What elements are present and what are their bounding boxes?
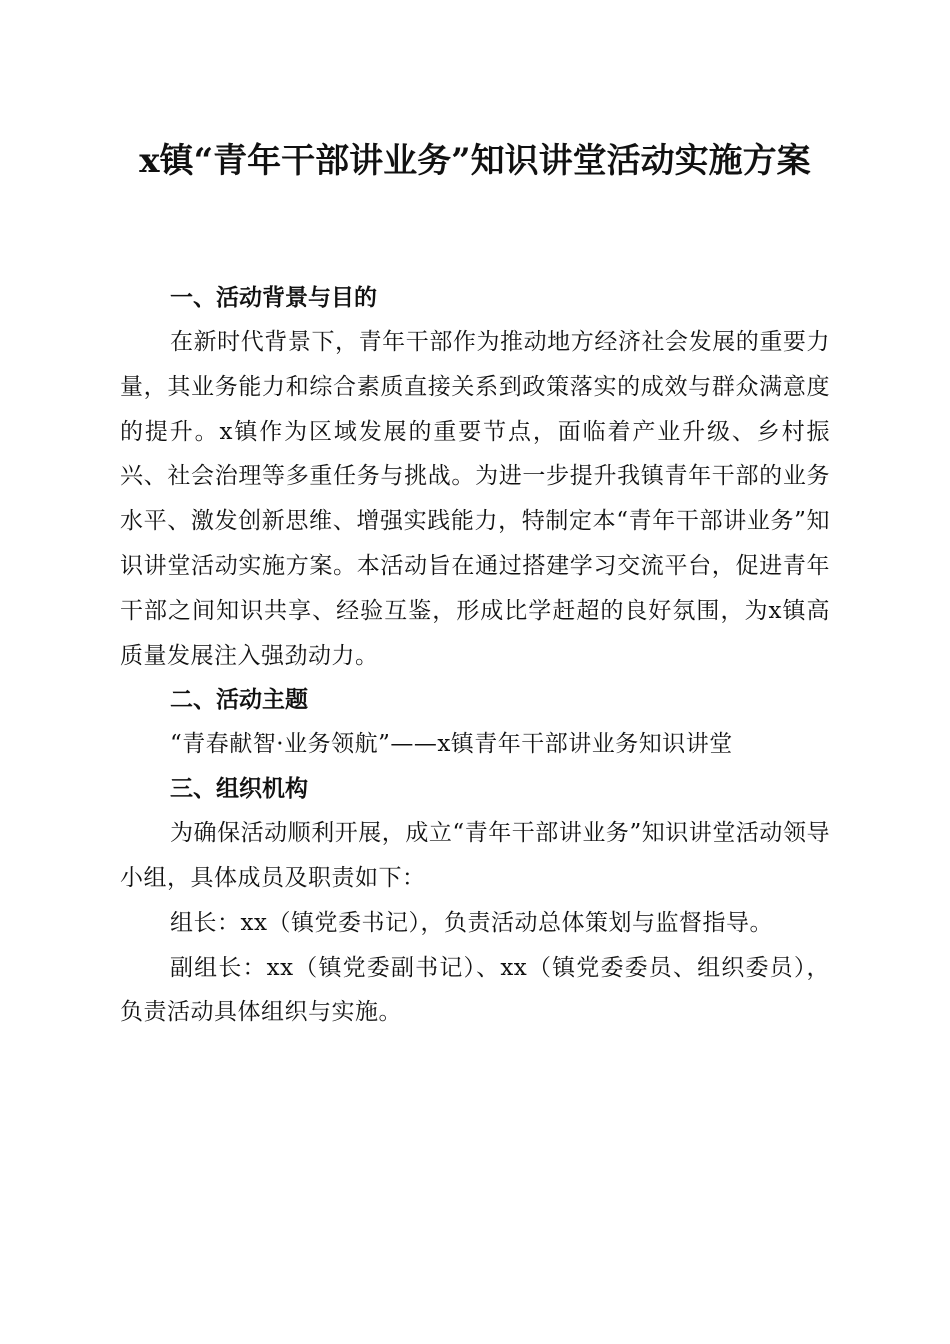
paragraph-organization-deputy: 副组长：xx（镇党委副书记）、xx（镇党委委员、组织委员），负责活动具体组织与实施。 [120, 954, 830, 1026]
paragraph-theme: “青春献智·业务领航”——x镇青年干部讲业务知识讲堂 [170, 731, 733, 758]
paragraph-background: 在新时代背景下，青年干部作为推动地方经济社会发展的重要力量，其业务能力和综合素质直接关系到政策落实的成效与群众满意度的提升。x镇作为区域发展的重要节点，面临着产业升级、乡村振兴、社会治理等多重任务与挑战。为进一步提升我镇青年干部的业务水平、激发创新思维、增强实践能力，特制定本“青年干部讲业务”知识讲堂活动实施方案。本活动旨在通过搭建学习交流平台，促进青年干部之间知识共享、经验互鉴，形成比学赶超的良好氛围，为x镇高质量发展注入强劲动力。 [120, 329, 830, 669]
paragraph-organization-leader: 组长：xx（镇党委书记），负责活动总体策划与监督指导。 [170, 909, 773, 936]
document-title: x镇“青年干部讲业务”知识讲堂活动实施方案 [139, 141, 811, 181]
section-heading-organization: 三、组织机构 [170, 776, 308, 803]
paragraph-organization-intro: 为确保活动顺利开展，成立“青年干部讲业务”知识讲堂活动领导小组，具体成员及职责如下： [120, 820, 830, 891]
document-body [120, 276, 830, 1035]
section-heading-background: 一、活动背景与目的 [170, 285, 377, 311]
section-heading-theme: 二、活动主题 [170, 687, 308, 714]
